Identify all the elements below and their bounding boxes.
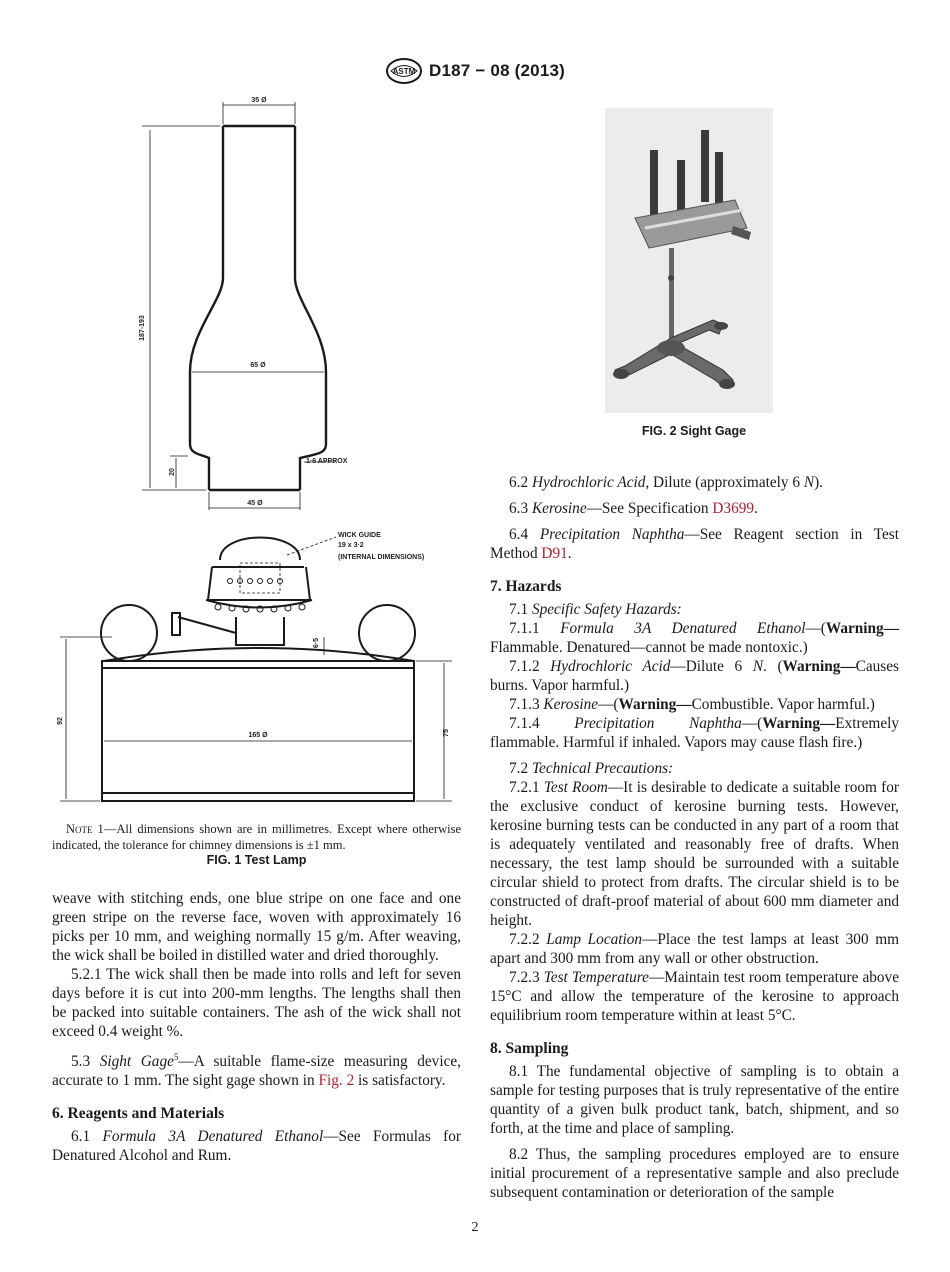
paragraph-6-2: 6.2 Hydrochloric Acid, Dilute (approximately 6 N). xyxy=(509,474,823,491)
paragraph-8-1: 8.1 The fundamental objective of sampling is to obtain a sample for testing purposes that is truly representative of the entire quantity of a given bulk product tank, batch, shipment, and so forth, at the time and place of sampling. xyxy=(490,1063,899,1137)
chimney-top-dim: 35 Ø xyxy=(251,97,267,104)
paragraph-7-1-2: 7.1.2 Hydrochloric Acid—Dilute 6 N. (Warning—Causes burns. Vapor harmful.) xyxy=(490,658,899,694)
lamp-small-dim: 6·5 xyxy=(313,637,320,649)
paragraph-5-2-cont: weave with stitching ends, one blue stripe on one face and one green stripe on the reverse face, woven with approximately 16 picks per 10 mm, and weighing normally 15 g/m. After weaving, the wick shall be boiled in distilled water and dried thoroughly. xyxy=(52,890,461,964)
paragraph-5-2-1: 5.2.1 The wick shall then be made into rolls and left for seven days before it is cut into 200-mm lengths. The lengths shall then be packed into suitable containers. The ash of the wick shall not exceed 0.4 weight %. xyxy=(52,966,461,1040)
left-column xyxy=(52,889,461,1165)
section-8-heading: 8. Sampling xyxy=(490,1040,569,1057)
figure-1-caption: FIG. 1 Test Lamp xyxy=(206,853,307,867)
paragraph-6-4: 6.4 Precipitation Naphtha—See Reagent section in Test Method D91. xyxy=(490,526,899,562)
figure-1-lamp-drawing xyxy=(52,525,462,817)
note-text: —All dimensions shown are in millimetres. Except where otherwise indicated, the tolerance for chimney dimensions is ±1 mm. xyxy=(52,822,461,852)
paragraph-7-1-4: 7.1.4 Precipitation Naphtha—(Warning—Extremely flammable. Harmful if inhaled. Vapors may cause flash fire.) xyxy=(490,715,900,751)
section-6-heading: 6. Reagents and Materials xyxy=(52,1105,225,1123)
figure-1-note xyxy=(52,821,461,853)
lamp-total-height-dim: 92 xyxy=(57,717,64,725)
d3699-link[interactable]: D3699 xyxy=(712,500,755,517)
wick-guide-note: (INTERNAL DIMENSIONS) xyxy=(338,554,425,561)
page-header xyxy=(0,58,950,89)
paragraph-7-2: 7.2 Technical Precautions: xyxy=(509,760,674,777)
astm-logo-icon xyxy=(385,58,423,84)
svg-text:ASTM: ASTM xyxy=(392,67,416,76)
figure-1-chimney-drawing xyxy=(130,92,380,512)
paragraph-6-3: 6.3 Kerosine—See Specification D3699. xyxy=(509,500,758,517)
chimney-bottom-dim: 45 Ø xyxy=(247,500,263,507)
page-number: 2 xyxy=(471,1220,479,1235)
fig-2-link[interactable]: Fig. 2 xyxy=(318,1072,355,1090)
lamp-body-height-dim: 75 xyxy=(443,729,450,737)
lamp-diameter-dim: 165 Ø xyxy=(248,732,268,739)
right-column xyxy=(490,473,899,1202)
paragraph-7-2-1: 7.2.1 Test Room—It is desirable to dedicate a suitable room for the exclusive conduct of kerosine burning tests. However, kerosine burning tests can be conducted in any part of a room that is adequately ventilated and reasonably free of drafts. When necessary, the test lamp should be surrounded with a suitable circular shield to protect from drafts. The circular shield is to be constructed of draft-proof material of about 600 mm diameter and height. xyxy=(490,779,900,929)
d91-link[interactable]: D91 xyxy=(541,545,568,562)
paragraph-5-3: 5.3 Sight Gage$^5$—A suitable flame-size measuring device, accurate to 1 mm. The sight gage shown in Fig. 2 is satisfactory. xyxy=(52,1052,461,1090)
section-7-heading: 7. Hazards xyxy=(490,578,562,595)
paragraph-7-2-3: 7.2.3 Test Temperature—Maintain test room temperature above 15°C and allow the temperature of the kerosine to approach equilibrium room temperature within at least 5°C. xyxy=(490,969,899,1024)
figure-2-caption: FIG. 2 Sight Gage xyxy=(641,424,747,438)
note-label: Note 1 xyxy=(66,822,104,836)
figure-2-sight-gage-photo xyxy=(605,108,773,413)
wick-guide-size: 19 x 3·2 xyxy=(338,542,364,549)
paragraph-7-2-2: 7.2.2 Lamp Location—Place the test lamps at least 300 mm apart and 300 mm from any wall or other obstruction. xyxy=(490,931,899,967)
paragraph-7-1-1: 7.1.1 Formula 3A Denatured Ethanol—(Warning—Flammable. Denatured—cannot be made nontoxic.) xyxy=(490,620,899,656)
chimney-base-dim: 20 xyxy=(169,468,176,476)
paragraph-7-1-3: 7.1.3 Kerosine—(Warning—Combustible. Vapor harmful.) xyxy=(509,696,875,713)
paragraph-7-1: 7.1 Specific Safety Hazards: xyxy=(509,601,682,618)
paragraph-6-1: 6.1 Formula 3A Denatured Ethanol—See Formulas for Denatured Alcohol and Rum. xyxy=(52,1128,461,1165)
wick-guide-label: WICK GUIDE xyxy=(338,532,381,539)
paragraph-8-2: 8.2 Thus, the sampling procedures employed are to ensure initial procurement of a representative sample and also preclude subsequent contamination or deterioration of the sample xyxy=(490,1146,899,1201)
document-designation: D187 − 08 (2013) xyxy=(429,61,565,80)
chimney-height-dim: 187-193 xyxy=(139,315,146,341)
chimney-bulge-dim: 65 Ø xyxy=(250,362,266,369)
chimney-approx-dim: 1·6 APPROX xyxy=(306,458,348,465)
